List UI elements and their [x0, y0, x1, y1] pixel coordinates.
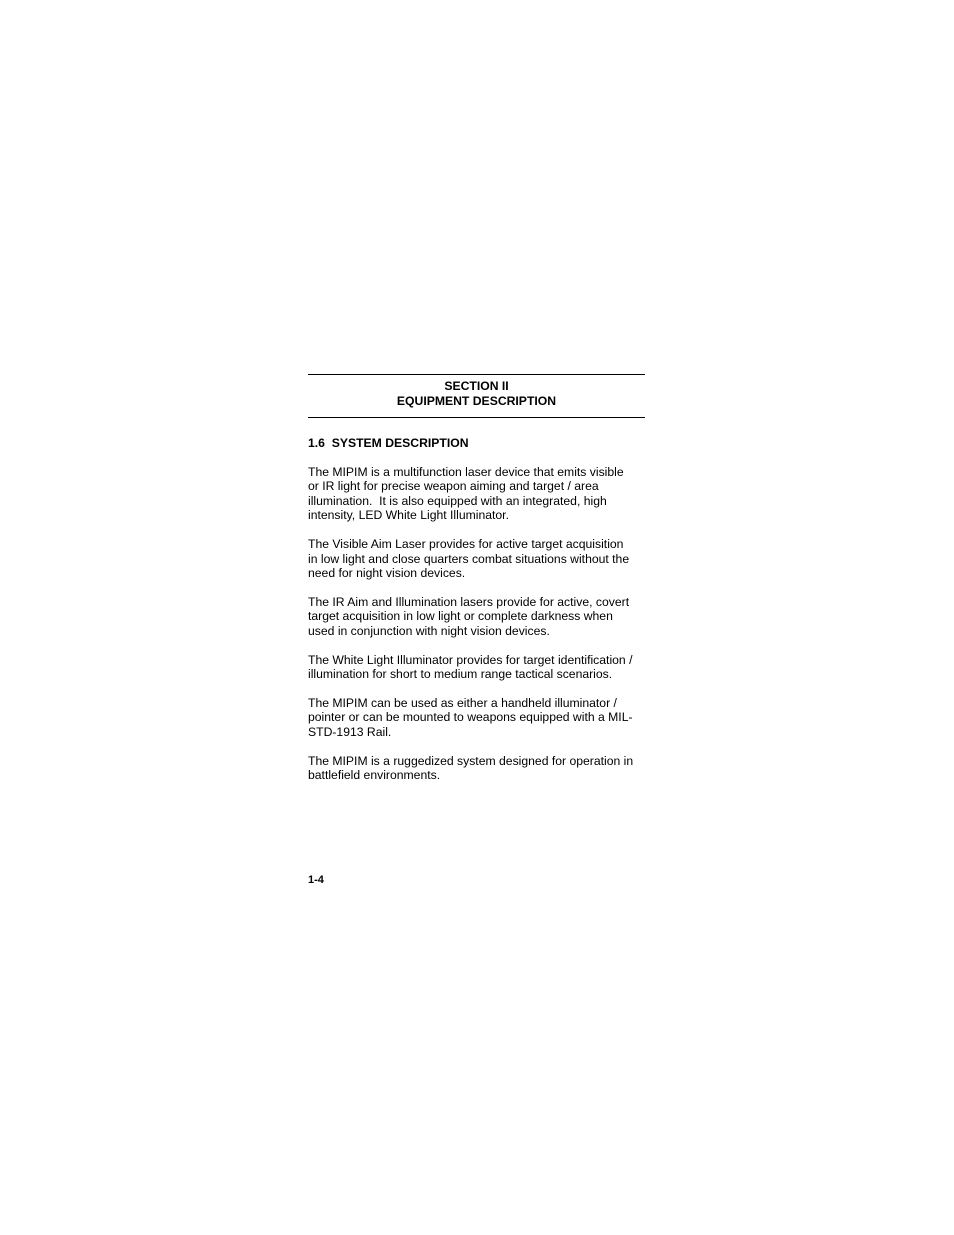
subsection-heading: 1.6 SYSTEM DESCRIPTION [308, 436, 469, 450]
paragraph-line: need for night vision devices. [308, 566, 466, 581]
paragraph-line: The MIPIM is a multifunction laser device that emits visible [308, 464, 624, 479]
bottom-rule [308, 417, 645, 418]
section-header [308, 375, 645, 417]
paragraph-line: target acquisition in low light or complete darkness when [308, 609, 613, 624]
paragraph-ruggedized [308, 754, 645, 783]
paragraph-line: intensity, LED White Light Illuminator. [308, 508, 509, 523]
paragraph-line: STD-1913 Rail. [308, 724, 392, 739]
paragraph-white-light-illuminator [308, 653, 645, 682]
paragraph-line: The MIPIM can be used as either a handheld illuminator / [308, 695, 617, 710]
section-title: EQUIPMENT DESCRIPTION [396, 393, 557, 408]
paragraph-line: used in conjunction with night vision devices. [308, 623, 550, 638]
section-number: SECTION II [444, 379, 509, 393]
paragraph-line: The IR Aim and Illumination lasers provide for active, covert [308, 594, 630, 609]
paragraph-visible-aim-laser [308, 537, 645, 581]
paragraph-line: in low light and close quarters combat situations without the [308, 551, 630, 566]
paragraph-mipim-overview [308, 465, 645, 523]
page-content [308, 374, 645, 783]
paragraph-mounting [308, 696, 645, 740]
paragraph-line: or IR light for precise weapon aiming and target / area [308, 479, 599, 494]
page-number: 1-4 [308, 874, 324, 886]
paragraph-line: illumination. It is also equipped with an integrated, high [308, 493, 607, 508]
paragraph-line: The Visible Aim Laser provides for active target acquisition [308, 537, 624, 552]
paragraph-line: pointer or can be mounted to weapons equipped with a MIL- [308, 710, 633, 725]
paragraph-line: The White Light Illuminator provides for target identification / [308, 652, 633, 667]
paragraph-line: battlefield environments. [308, 768, 441, 783]
paragraph-ir-aim-illumination [308, 595, 645, 639]
paragraph-line: illumination for short to medium range tactical scenarios. [308, 667, 613, 682]
paragraph-line: The MIPIM is a ruggedized system designed for operation in [308, 753, 634, 768]
